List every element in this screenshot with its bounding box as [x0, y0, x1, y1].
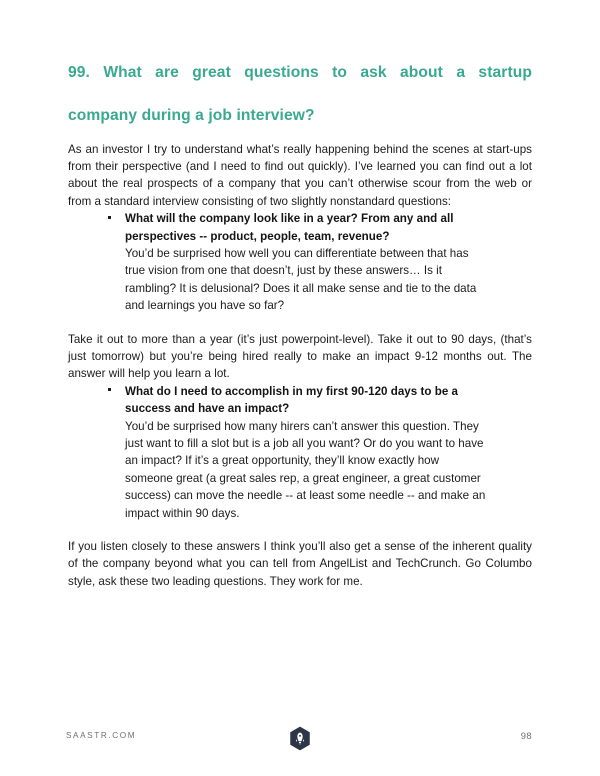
- page-number: 98: [520, 730, 532, 741]
- article-content: [68, 62, 532, 590]
- answer-text: You’d be surprised how well you can differentiate between that has true vision from one that doesn’t, just by these answers… Is it rambling? It is delusional? Does it all make sense and tie to the data and learnings you have so far?: [125, 246, 477, 313]
- question-list-first: [68, 210, 532, 314]
- page-footer: [0, 726, 600, 754]
- footer-brand-text: SAASTR.COM: [66, 731, 137, 740]
- page-title-line-1: 99. What are great questions to ask about a startup: [68, 64, 532, 81]
- question-text: What do I need to accomplish in my first 90-120 days to be a success and have an impact?: [125, 384, 458, 416]
- question-list-second: [68, 383, 532, 522]
- square-bullet-icon: [108, 388, 111, 391]
- question-text: What will the company look like in a year? From any and all perspectives -- product, people, team, revenue?: [125, 212, 454, 243]
- saastr-hexagon-logo-icon: [289, 726, 311, 751]
- page-title-line-2: company during a job interview?: [68, 107, 315, 124]
- answer-text: You’d be surprised how many hirers can’t answer this question. They just want to fill a slot but is a job all you want? Or do you want to have an impact? If it’s a great opportunity, they’ll know exactly how someone great (a great sales rep, a great engineer, a great customer success) can move the needle -- at least some needle -- and make an impact within 90 days.: [125, 419, 486, 520]
- list-item: [68, 210, 489, 314]
- square-bullet-icon: [108, 216, 111, 219]
- middle-paragraph: Take it out to more than a year (it’s just powerpoint-level). Take it out to 90 days, (that’s just tomorrow) but you’re being hired really to make an impact 9-12 months out. The answer will help you learn a lot.: [68, 332, 532, 381]
- list-item: [68, 383, 489, 522]
- page-title: [68, 62, 532, 127]
- intro-paragraph: As an investor I try to understand what’s really happening behind the scenes at start-ups from their perspective (and I need to find out quickly). I’ve learned you can find out a lot about the real prospects of a company that you can’t otherwise scour from the web or from a standard interview consisting of two slightly nonstandard questions:: [68, 142, 532, 208]
- closing-paragraph: If you listen closely to these answers I think you’ll also get a sense of the inherent quality of the company beyond what you can tell from AngelList and TechCrunch. Go Columbo style, ask these two leading questions. They work for me.: [68, 540, 532, 588]
